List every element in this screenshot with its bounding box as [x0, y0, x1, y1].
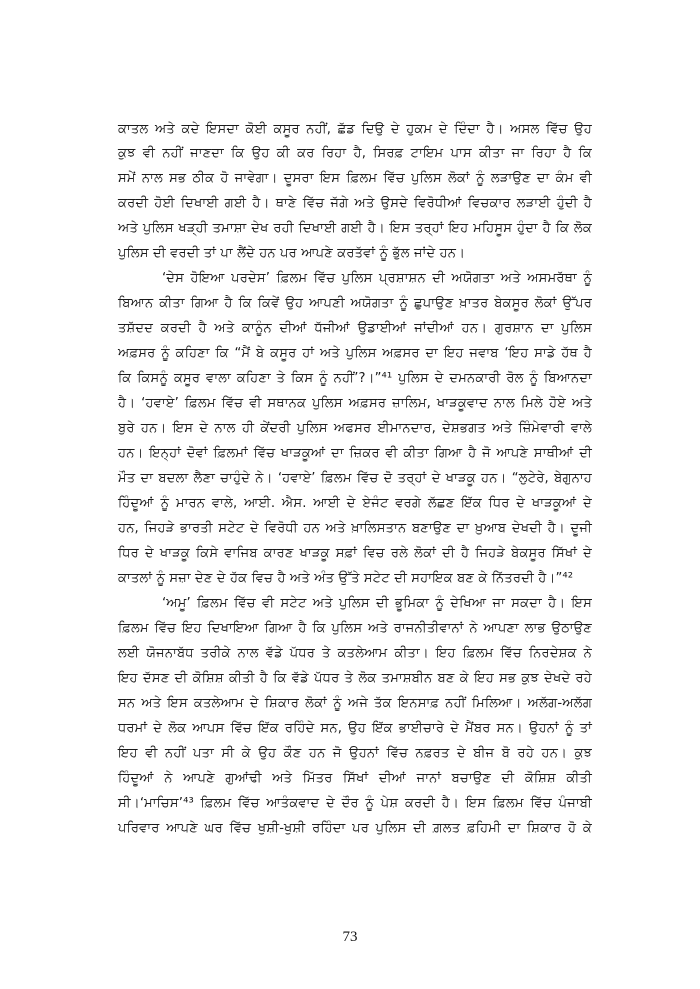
text-line: ਸੀ।‘ਮਾਚਿਸ’⁴³ ਫ਼ਿਲਮ ਵਿੱਚ ਆਤੰਕਵਾਦ ਦੇ ਦੌਰ ਨੂੰ ਪੇਸ਼ ਕਰਦੀ ਹੈ। ਇਸ ਫ਼ਿਲਮ ਵਿੱਚ ਪੰਜਾਬੀ — [118, 796, 592, 811]
text-line: ਇਹ ਵੀ ਨਹੀਂ ਪਤਾ ਸੀ ਕੇ ਉਹ ਕੌਣ ਹਨ ਜੋ ਉਹਨਾਂ ਵਿੱਚ ਨਫ਼ਰਤ ਦੇ ਬੀਜ ਬੋ ਰਹੇ ਹਨ। ਕੁਝ — [118, 746, 592, 761]
text-line: ਪਰਿਵਾਰ ਆਪਣੇ ਘਰ ਵਿੱਚ ਖੁਸ਼ੀ-ਖੁਸ਼ੀ ਰਹਿੰਦਾ ਪਰ ਪੁਲਿਸ ਦੀ ਗ਼ਲਤ ਫ਼ਹਿਮੀ ਦਾ ਸ਼ਿਕਾਰ ਹੋ ਕੇ — [118, 821, 592, 836]
paragraph-start-line: ‘ਅਮੂ’ ਫ਼ਿਲਮ ਵਿੱਚ ਵੀ ਸਟੇਟ ਅਤੇ ਪੁਲਿਸ ਦੀ ਭੂਮਿਕਾ ਨੂੰ ਦੇਖਿਆ ਜਾ ਸਕਦਾ ਹੈ। ਇਸ — [162, 596, 592, 611]
text-line: ਹਿੰਦੂਆਂ ਨੂੰ ਮਾਰਨ ਵਾਲੇ, ਆਈ. ਐਸ. ਆਈ ਦੇ ਏਜੰਟ ਵਰਗੇ ਲੱਛਣ ਇੱਕ ਧਿਰ ਦੇ ਖਾੜਕੂਆਂ ਦੇ — [118, 496, 592, 511]
text-line: ਫ਼ਿਲਮ ਵਿੱਚ ਇਹ ਦਿਖਾਇਆ ਗਿਆ ਹੈ ਕਿ ਪੁਲਿਸ ਅਤੇ ਰਾਜਨੀਤੀਵਾਨਾਂ ਨੇ ਆਪਣਾ ਲਾਭ ਉਠਾਉਣ — [118, 621, 592, 636]
text-line: ਸਨ ਅਤੇ ਇਸ ਕਤਲੇਆਮ ਦੇ ਸ਼ਿਕਾਰ ਲੋਕਾਂ ਨੂੰ ਅਜੇ ਤੱਕ ਇਨਸਾਫ਼ ਨਹੀਂ ਮਿਲਿਆ। ਅਲੱਗ-ਅਲੱਗ — [118, 696, 592, 711]
text-line: ਬਿਆਨ ਕੀਤਾ ਗਿਆ ਹੈ ਕਿ ਕਿਵੇਂ ਉਹ ਆਪਣੀ ਅਯੋਗਤਾ ਨੂੰ ਛੁਪਾਉਣ ਖ਼ਾਤਰ ਬੇਕਸੂਰ ਲੋਕਾਂ ਉੱਪਰ — [118, 296, 592, 311]
text-line: ਧਿਰ ਦੇ ਖਾੜਕੂ ਕਿਸੇ ਵਾਜਿਬ ਕਾਰਣ ਖਾੜਕੂ ਸਫ਼ਾਂ ਵਿਚ ਰਲੇ ਲੋਕਾਂ ਦੀ ਹੈ ਜਿਹੜੇ ਬੇਕਸੂਰ ਸਿੱਖਾਂ ਦੇ — [118, 546, 592, 561]
text-line: ਲਈ ਯੋਜਨਾਬੱਧ ਤਰੀਕੇ ਨਾਲ ਵੱਡੇ ਪੱਧਰ ਤੇ ਕਤਲੇਆਮ ਕੀਤਾ। ਇਹ ਫ਼ਿਲਮ ਵਿੱਚ ਨਿਰਦੇਸ਼ਕ ਨੇ — [118, 646, 592, 661]
text-line: ਪੁਲਿਸ ਦੀ ਵਰਦੀ ਤਾਂ ਪਾ ਲੈਂਦੇ ਹਨ ਪਰ ਆਪਣੇ ਕਰਤੱਵਾਂ ਨੂੰ ਭੁੱਲ ਜਾਂਦੇ ਹਨ। — [118, 246, 466, 261]
text-line: ਅਫ਼ਸਰ ਨੂੰ ਕਹਿਣਾ ਕਿ “ਮੈਂ ਬੇ ਕਸੂਰ ਹਾਂ ਅਤੇ ਪੁਲਿਸ ਅਫ਼ਸਰ ਦਾ ਇਹ ਜਵਾਬ ‘ਇਹ ਸਾਡੇ ਹੱਥ ਹੈ — [118, 346, 592, 361]
text-line: ਕਿ ਕਿਸਨੂੰ ਕਸੂਰ ਵਾਲਾ ਕਹਿਣਾ ਤੇ ਕਿਸ ਨੂੰ ਨਹੀਂ’?।”⁴¹ ਪੁਲਿਸ ਦੇ ਦਮਨਕਾਰੀ ਰੋਲ ਨੂੰ ਬਿਆਨਦਾ — [118, 371, 592, 386]
text-line: ਕੁਝ ਵੀ ਨਹੀਂ ਜਾਣਦਾ ਕਿ ਉਹ ਕੀ ਕਰ ਰਿਹਾ ਹੈ, ਸਿਰਫ਼ ਟਾਇਮ ਪਾਸ ਕੀਤਾ ਜਾ ਰਿਹਾ ਹੈ ਕਿ — [118, 146, 592, 161]
text-line: ਤਸ਼ੱਦਦ ਕਰਦੀ ਹੈ ਅਤੇ ਕਾਨੂੰਨ ਦੀਆਂ ਧੱਜੀਆਂ ਉਡਾਈਆਂ ਜਾਂਦੀਆਂ ਹਨ। ਗੁਰਸ਼ਾਨ ਦਾ ਪੁਲਿਸ — [118, 321, 592, 336]
text-line: ਹਿੰਦੂਆਂ ਨੇ ਆਪਣੇ ਗੁਆਂਢੀ ਅਤੇ ਮਿੱਤਰ ਸਿੱਖਾਂ ਦੀਆਂ ਜਾਨਾਂ ਬਚਾਉਣ ਦੀ ਕੋਸ਼ਿਸ਼ ਕੀਤੀ — [118, 771, 592, 786]
text-line: ਧਰਮਾਂ ਦੇ ਲੋਕ ਆਪਸ ਵਿੱਚ ਇੱਕ ਰਹਿੰਦੇ ਸਨ, ਉਹ ਇੱਕ ਭਾਈਚਾਰੇ ਦੇ ਮੈਂਬਰ ਸਨ। ਉਹਨਾਂ ਨੂੰ ਤਾਂ — [118, 721, 592, 736]
text-line: ਸਮੇਂ ਨਾਲ ਸਭ ਠੀਕ ਹੋ ਜਾਵੇਗਾ। ਦੂਸਰਾ ਇਸ ਫ਼ਿਲਮ ਵਿੱਚ ਪੁਲਿਸ ਲੋਕਾਂ ਨੂੰ ਲੜਾਉਣ ਦਾ ਕੰਮ ਵੀ — [118, 171, 592, 186]
text-line: ਹੈ। ‘ਹਵਾਏ’ ਫ਼ਿਲਮ ਵਿੱਚ ਵੀ ਸਥਾਨਕ ਪੁਲਿਸ ਅਫ਼ਸਰ ਜ਼ਾਲਿਮ, ਖਾੜਕੂਵਾਦ ਨਾਲ ਮਿਲੇ ਹੋਏ ਅਤੇ — [118, 396, 592, 411]
text-line: ਹਨ, ਜਿਹੜੇ ਭਾਰਤੀ ਸਟੇਟ ਦੇ ਵਿਰੋਧੀ ਹਨ ਅਤੇ ਖ਼ਾਲਿਸਤਾਨ ਬਣਾਉਣ ਦਾ ਖ਼ੁਆਬ ਦੇਖਦੀ ਹੈ। ਦੂਜੀ — [118, 521, 592, 536]
text-line: ਅਤੇ ਪੁਲਿਸ ਖੜ੍ਹੀ ਤਮਾਸ਼ਾ ਦੇਖ ਰਹੀ ਦਿਖਾਈ ਗਈ ਹੈ। ਇਸ ਤਰ੍ਹਾਂ ਇਹ ਮਹਿਸੂਸ ਹੁੰਦਾ ਹੈ ਕਿ ਲੋਕ — [118, 221, 592, 236]
text-line: ਕਰਦੀ ਹੋਈ ਦਿਖਾਈ ਗਈ ਹੈ। ਥਾਣੇ ਵਿੱਚ ਜੱਗੇ ਅਤੇ ਉਸਦੇ ਵਿਰੋਧੀਆਂ ਵਿਚਕਾਰ ਲੜਾਈ ਹੁੰਦੀ ਹੈ — [118, 196, 592, 211]
text-line: ਕਾਤਲ ਅਤੇ ਕਦੇ ਇਸਦਾ ਕੋਈ ਕਸੂਰ ਨਹੀਂ, ਛੱਡ ਦਿਉ ਦੇ ਹੁਕਮ ਦੇ ਦਿੰਦਾ ਹੈ। ਅਸਲ ਵਿੱਚ ਉਹ — [118, 122, 592, 137]
page-number: 73 — [342, 929, 358, 945]
text-line: ਕਾਤਲਾਂ ਨੂੰ ਸਜ਼ਾ ਦੇਣ ਦੇ ਹੱਕ ਵਿਚ ਹੈ ਅਤੇ ਅੰਤ ਉੱਤੇ ਸਟੇਟ ਦੀ ਸਹਾਇਕ ਬਣ ਕੇ ਨਿੱਤਰਦੀ ਹੈ।”⁴² — [118, 571, 574, 586]
text-line: ਬੁਰੇ ਹਨ। ਇਸ ਦੇ ਨਾਲ ਹੀ ਕੇਂਦਰੀ ਪੁਲਿਸ ਅਫਸਰ ਈਮਾਨਦਾਰ, ਦੇਸ਼ਭਗਤ ਅਤੇ ਜ਼ਿੰਮੇਵਾਰੀ ਵਾਲੇ — [118, 421, 592, 436]
text-line: ਹਨ। ਇਨ੍ਹਾਂ ਦੋਵਾਂ ਫ਼ਿਲਮਾਂ ਵਿੱਚ ਖਾੜਕੂਆਂ ਦਾ ਜ਼ਿਕਰ ਵੀ ਕੀਤਾ ਗਿਆ ਹੈ ਜੋ ਆਪਣੇ ਸਾਥੀਆਂ ਦੀ — [118, 446, 592, 461]
paragraph-start-line: ‘ਦੇਸ ਹੋਇਆ ਪਰਦੇਸ’ ਫ਼ਿਲਮ ਵਿੱਚ ਪੁਲਿਸ ਪ੍ਰਸ਼ਾਸ਼ਨ ਦੀ ਅਯੋਗਤਾ ਅਤੇ ਅਸਮਰੱਥਾ ਨੂੰ — [162, 271, 592, 286]
text-line: ਮੌਤ ਦਾ ਬਦਲਾ ਲੈਣਾ ਚਾਹੁੰਦੇ ਨੇ। ‘ਹਵਾਏ’ ਫ਼ਿਲਮ ਵਿੱਚ ਦੋ ਤਰ੍ਹਾਂ ਦੇ ਖਾੜਕੂ ਹਨ। “ਲੁਟੇਰੇ, ਬੇਗੁਨਾਹ — [118, 471, 592, 486]
text-line: ਇਹ ਦੱਸਣ ਦੀ ਕੋਸ਼ਿਸ਼ ਕੀਤੀ ਹੈ ਕਿ ਵੱਡੇ ਪੱਧਰ ਤੇ ਲੋਕ ਤਮਾਸ਼ਬੀਨ ਬਣ ਕੇ ਇਹ ਸਭ ਕੁਝ ਦੇਖਦੇ ਰਹੇ — [118, 671, 592, 686]
